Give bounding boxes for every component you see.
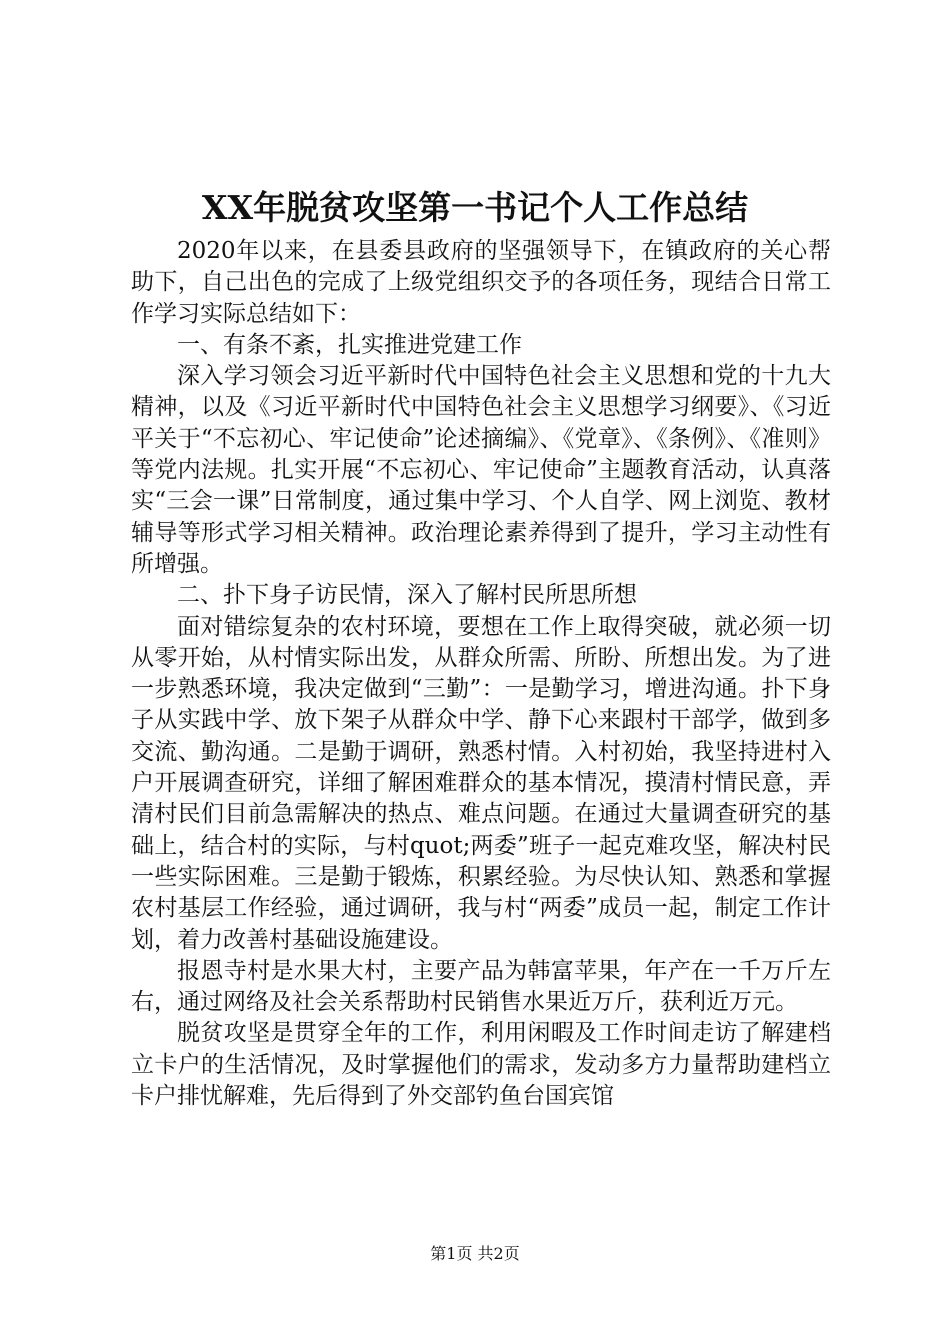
paragraph-fruit-sales: 报恩寺村是水果大村，主要产品为韩富苹果，年产在一千万斤左右，通过网络及社会关系帮助村民销售水果近万斤，获利近万元。	[131, 957, 831, 1016]
page-number-footer: 第1页 共2页	[430, 1244, 520, 1263]
section-heading-1: 一、有条不紊，扎实推进党建工作	[177, 331, 522, 358]
paragraph-village-visits: 面对错综复杂的农村环境，要想在工作上取得突破，就必须一切从零开始，从村情实际出发，从群众所需、所盼、所想出发。为了进一步熟悉环境，我决定做到“三勤”：一是勤学习，增进沟通。扑下身子从实践中学、放下架子从群众中学、静下心来跟村干部学，做到多交流、勤沟通。二是勤于调研，熟悉村情。入村初始，我坚持进村入户开展调查研究，详细了解困难群众的基本情况，摸清村情民意，弄清村民们目前急需解决的热点、难点问题。在通过大量调查研究的基础上，结合村的实际，与村quot;两委”班子一起克难攻坚，解决村民一些实际困难。三是勤于锻炼，积累经验。为尽快认知、熟悉和掌握农村基层工作经验，通过调研，我与村“两委”成员一起，制定工作计划，着力改善村基础设施建设。	[131, 613, 831, 953]
document-body	[131, 236, 831, 1112]
section-heading-2: 二、扑下身子访民情，深入了解村民所思所想	[177, 582, 637, 609]
paragraph-party-building: 深入学习领会习近平新时代中国特色社会主义思想和党的十九大精神，以及《习近平新时代中国特色社会主义思想学习纲要》、《习近平关于“不忘初心、牢记使命”论述摘编》、《党章》、《条例》、《准则》等党内法规。扎实开展“不忘初心、牢记使命”主题教育活动，认真落实“三会一课”日常制度，通过集中学习、个人自学、网上浏览、教材辅导等形式学习相关精神。政治理论素养得到了提升，学习主动性有所增强。	[131, 363, 831, 577]
document-title: XX年脱贫攻坚第一书记个人工作总结	[201, 188, 749, 227]
paragraph-intro: 2020年以来，在县委县政府的坚强领导下，在镇政府的关心帮助下，自己出色的完成了上级党组织交予的各项任务，现结合日常工作学习实际总结如下：	[131, 238, 831, 327]
paragraph-poverty-alleviation: 脱贫攻坚是贯穿全年的工作，利用闲暇及工作时间走访了解建档立卡户的生活情况，及时掌握他们的需求，发动多方力量帮助建档立卡户排忧解难，先后得到了外交部钓鱼台国宾馆	[131, 1020, 831, 1110]
